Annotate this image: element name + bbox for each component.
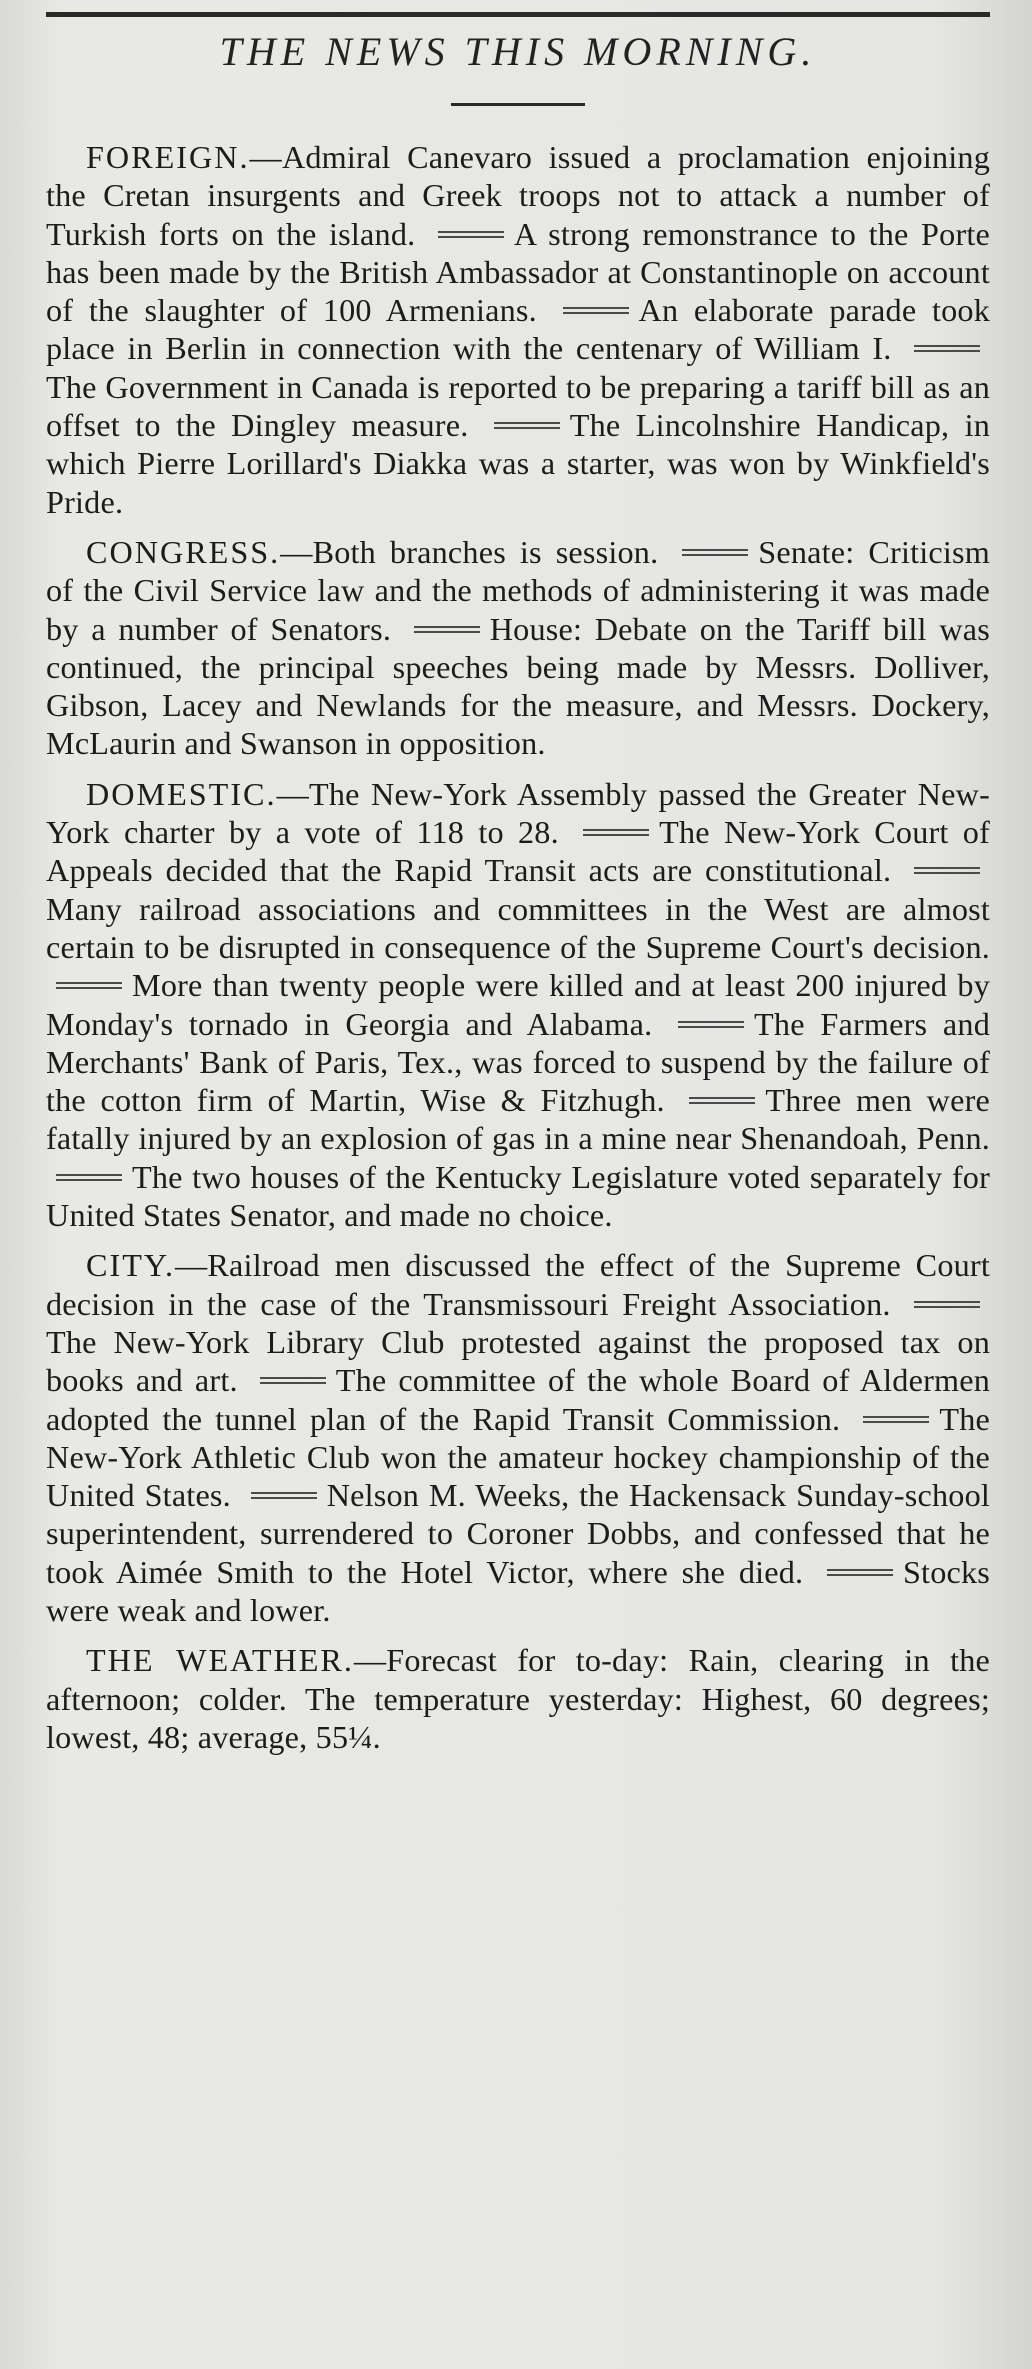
news-item: The Farmers and Merchants' Bank of Paris, Tex., was forced to suspend by the failure of the cotton firm of Martin, Wise & Fitzhugh.: [46, 1005, 990, 1119]
news-item: The New-York Library Club protested against the proposed tax on books and art.: [46, 1286, 990, 1399]
news-item: Nelson M. Weeks, the Hackensack Sunday-school superintendent, surrendered to Coroner Dobbs, and confessed that he took Aimée Smith to the Hotel Victor, where she died.: [46, 1477, 991, 1590]
news-section-congress: [46, 533, 990, 763]
news-item: An elaborate parade took place in Berlin in connection with the centenary of William I.: [46, 292, 990, 367]
news-section-city: [46, 1246, 990, 1629]
news-item: Stocks were weak and lower.: [46, 1553, 990, 1628]
news-item: The committee of the whole Board of Aldermen adopted the tunnel plan of the Rapid Transit Commission.: [46, 1362, 990, 1437]
page-title: THE NEWS THIS MORNING.: [219, 29, 817, 74]
news-item: The two houses of the Kentucky Legislature voted separately for United States Senator, and made no choice.: [46, 1158, 990, 1234]
news-item: The New-York Assembly passed the Greater New-York charter by a vote of 118 to 28.: [46, 775, 990, 851]
news-item: Senate: Criticism of the Civil Service law and the methods of administering it was made by a number of Senators.: [46, 533, 990, 647]
news-section-the-weather: [46, 1641, 990, 1756]
title-rule: [451, 103, 585, 106]
section-dash: —: [175, 1247, 208, 1284]
news-item: Many railroad associations and committees in the West are almost certain to be disrupted in consequence of the Supreme Court's decision.: [46, 852, 990, 965]
news-item: Forecast for to-day: Rain, clearing in the afternoon; colder. The temperature yesterday: Highest, 60 degrees; lowest, 48; average, 55¼.: [46, 1642, 990, 1755]
news-item: House: Debate on the Tariff bill was continued, the principal speeches being made by Messrs. Dolliver, Gibson, Lacey and Newlands for the measure, and Messrs. Dockery, McLaurin and Swanson in opposition.: [46, 610, 990, 762]
section-heading: DOMESTIC.: [86, 775, 277, 812]
section-dash: —: [249, 139, 282, 175]
section-heading: THE WEATHER.: [86, 1642, 354, 1679]
news-item: The New-York Court of Appeals decided that the Rapid Transit acts are constitutional.: [46, 814, 991, 889]
section-heading: CONGRESS.: [86, 533, 281, 570]
news-section-foreign: [46, 138, 990, 521]
news-item: The Government in Canada is reported to be preparing a tariff bill as an offset to the Dingley measure.: [46, 330, 990, 443]
news-sections: [46, 138, 990, 1756]
section-heading: CITY.: [86, 1247, 175, 1284]
news-item: Three men were fatally injured by an explosion of gas in a mine near Shenandoah, Penn.: [46, 1082, 990, 1157]
section-dash: —: [353, 1642, 387, 1679]
news-item: Both branches is session.: [312, 533, 659, 570]
news-item: A strong remonstrance to the Porte has been made by the British Ambassador at Constantinople on account of the slaughter of 100 Armenians.: [46, 215, 990, 329]
news-item: The New-York Athletic Club won the amateur hockey championship of the United States.: [46, 1400, 990, 1514]
section-dash: —: [276, 775, 309, 812]
section-heading: FOREIGN.: [86, 139, 250, 175]
news-item: Railroad men discussed the effect of the Supreme Court decision in the case of the Transmissouri Freight Association.: [46, 1247, 990, 1322]
news-item: Admiral Canevaro issued a proclamation enjoining the Cretan insurgents and Greek troops not to attack a number of Turkish forts on the island.: [46, 139, 990, 252]
section-dash: —: [280, 533, 313, 570]
news-item: The Lincolnshire Handicap, in which Pierre Lorillard's Diakka was a starter, was won by Winkfield's Pride.: [46, 407, 991, 520]
top-rule: [46, 12, 990, 17]
news-section-domestic: [46, 775, 990, 1235]
news-item: More than twenty people were killed and at least 200 injured by Monday's tornado in Georgia and Alabama.: [46, 967, 990, 1042]
